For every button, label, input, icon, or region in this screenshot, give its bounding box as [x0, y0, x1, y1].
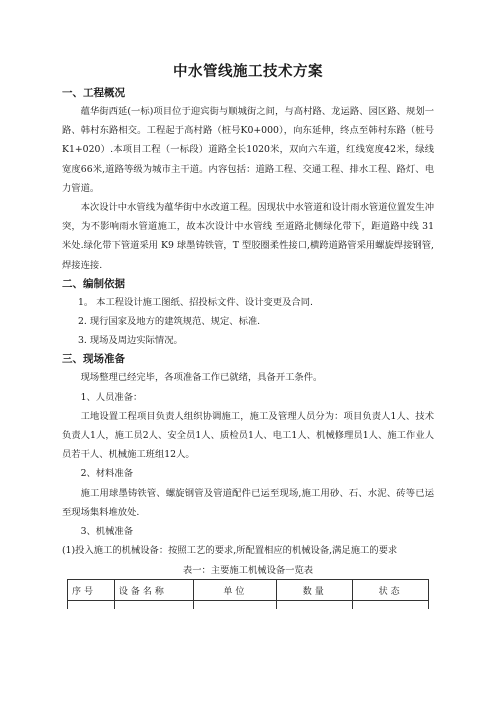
- col-header-index: 序号: [68, 580, 115, 601]
- machinery-paragraph: (1)投入施工的机械设备：按照工艺的要求,所配置相应的机械设备,满足施工的要求: [62, 545, 398, 557]
- col-header-status: 状态: [353, 580, 429, 601]
- preparation-paragraph: 现场整理已经完毕，各项准备工作已就绪，具备开工条件。: [80, 372, 323, 384]
- personnel-paragraph: 工地设置工程项目负责人组织协调施工，施工及管理人员分为：项目负责人1人、技术负责人1人，施工员2人、安全员1人、质检员1人、电工1人、机械修理员1人、施工作业人员若干人、机械施工班组12人。: [62, 410, 434, 461]
- basis-item: 3. 现场及周边实际情况。: [78, 335, 183, 347]
- section-heading-basis: 二、编制依据: [62, 277, 125, 290]
- col-header-quantity: 数量: [277, 580, 353, 601]
- document-title: 中水管线施工技术方案: [173, 64, 323, 80]
- col-header-unit: 单位: [194, 580, 277, 601]
- basis-item: 1。 本工程设计施工图纸、招投标文件、设计变更及合同.: [78, 296, 313, 308]
- section-heading-overview: 一、工程概况: [62, 87, 125, 99]
- subheading-machinery: 3、机械准备: [80, 526, 133, 538]
- overview-paragraph-1: 蕴华街西延(一标)项目位于迎宾街与顺城街之间，与高村路、龙运路、园区路、规划一路、韩村东路相交。工程起于高村路（桩号K0+000），向东延伸，终点至韩村东路（桩号K1+020）.本项目工程（一标段）道路全长1020米，双向六车道，红线宽度42米，绿线宽度66米,道路等级为城市主干道。内容包括：道路工程、交通工程、排水工程、路灯、电力管道。: [62, 106, 434, 194]
- basis-item: 2. 现行国家及地方的建筑规范、规定、标准.: [78, 316, 261, 328]
- table-caption: 表一：主要施工机械设备一览表: [182, 565, 314, 577]
- table-header-row: [68, 580, 429, 601]
- overview-paragraph-2: 本次设计中水管线为蕴华街中水改道工程。因现状中水管道和设计雨水管道位置发生冲突，为不影响雨水管道施工，故本次设计中水管线 至道路北侧绿化带下，距道路中线 31 米处.绿化带下管道采用 K9 球墨铸铁管，T 型胶圈柔性接口,横跨道路管采用螺旋焊接钢管,焊接连接.: [62, 202, 434, 271]
- subheading-personnel: 1、人员准备：: [80, 391, 143, 403]
- subheading-materials: 2、材料准备: [80, 468, 133, 480]
- col-header-name: 设备名称: [114, 580, 193, 601]
- section-heading-preparation: 三、现场准备: [62, 353, 125, 366]
- table-row: [68, 601, 429, 610]
- materials-paragraph: 施工用球墨铸铁管、螺旋钢管及管道配件已运至现场,施工用砂、石、水泥、砖等已运至现场集料堆放处.: [62, 487, 434, 518]
- equipment-table: [67, 579, 429, 609]
- document-body: [62, 84, 434, 609]
